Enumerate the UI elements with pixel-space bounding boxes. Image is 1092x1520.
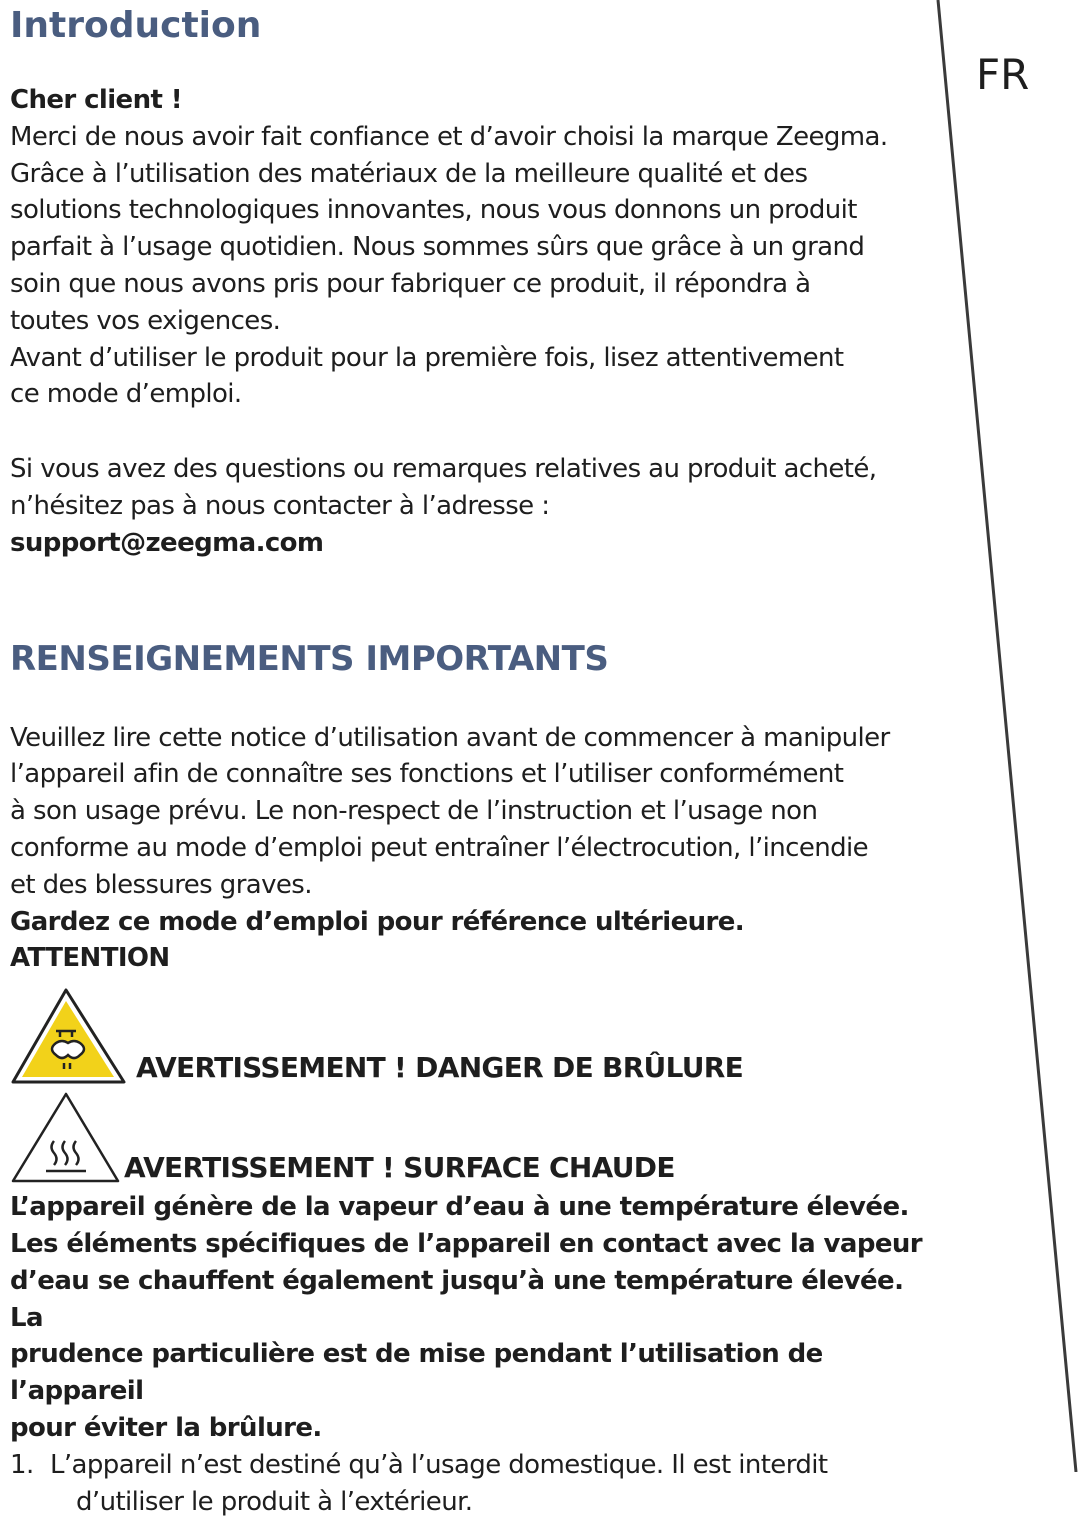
list-item-number: 1. [10,1449,34,1480]
contact-line: n’hésitez pas à nous contacter à l’adresse : [10,490,550,521]
important-line: conforme au mode d’emploi peut entraîner l’électrocution, l’incendie [10,832,869,863]
list-item-line: d’utiliser le produit à l’extérieur. [76,1486,473,1517]
greeting: Cher client ! [10,85,183,115]
hot-surface-warning-icon [10,1091,122,1185]
language-label: FR [976,50,1030,99]
intro-line: Merci de nous avoir fait confiance et d’avoir choisi la marque Zeegma. [10,121,888,152]
warning-line: d’eau se chauffent également jusqu’à une température élevée. La [10,1265,904,1333]
burn-warning-label: AVERTISSEMENT ! DANGER DE BRÛLURE [136,1051,744,1085]
warning-line: pour éviter la brûlure. [10,1412,322,1443]
keep-manual-note: Gardez ce mode d’emploi pour référence ultérieure. [10,906,745,937]
intro-line: toutes vos exigences. [10,305,281,336]
contact-line: Si vous avez des questions ou remarques relatives au produit acheté, [10,454,877,485]
warning-line: prudence particulière est de mise pendant l’utilisation de l’appareil [10,1339,823,1407]
hot-surface-warning [10,1091,940,1185]
important-line: l’appareil afin de connaître ses fonctions et l’utiliser conformément [10,759,844,790]
intro-section [10,82,940,562]
safety-list [10,1447,940,1520]
warning-paragraph [10,1189,940,1447]
attention-label: ATTENTION [10,943,170,974]
important-section [10,720,940,978]
intro-line: ce mode d’emploi. [10,379,242,410]
intro-line: soin que nous avons pris pour fabriquer ce produit, il répondra à [10,268,811,299]
warning-line: Les éléments spécifiques de l’appareil en contact avec la vapeur [10,1228,922,1259]
intro-heading: Introduction [10,5,262,46]
important-line: et des blessures graves. [10,869,312,900]
list-item-line: L’appareil n’est destiné qu’à l’usage domestique. Il est interdit [50,1449,828,1480]
intro-line: Avant d’utiliser le produit pour la première fois, lisez attentivement [10,342,844,373]
important-heading: RENSEIGNEMENTS IMPORTANTS [10,638,609,679]
intro-line: solutions technologiques innovantes, nous vous donnons un produit [10,195,857,226]
intro-line: parfait à l’usage quotidien. Nous sommes sûrs que grâce à un grand [10,232,865,263]
warning-line: L’appareil génère de la vapeur d’eau à une température élevée. [10,1192,909,1223]
important-line: à son usage prévu. Le non-respect de l’instruction et l’usage non [10,796,818,827]
steam-burn-warning-icon [10,987,132,1087]
important-line: Veuillez lire cette notice d’utilisation avant de commencer à manipuler [10,722,890,753]
burn-warning [10,987,940,1087]
main-content [10,0,940,1520]
support-email: support@zeegma.com [10,527,324,558]
intro-line: Grâce à l’utilisation des matériaux de la meilleure qualité et des [10,158,808,189]
hot-surface-warning-label: AVERTISSEMENT ! SURFACE CHAUDE [124,1151,675,1185]
list-item [10,1447,940,1520]
